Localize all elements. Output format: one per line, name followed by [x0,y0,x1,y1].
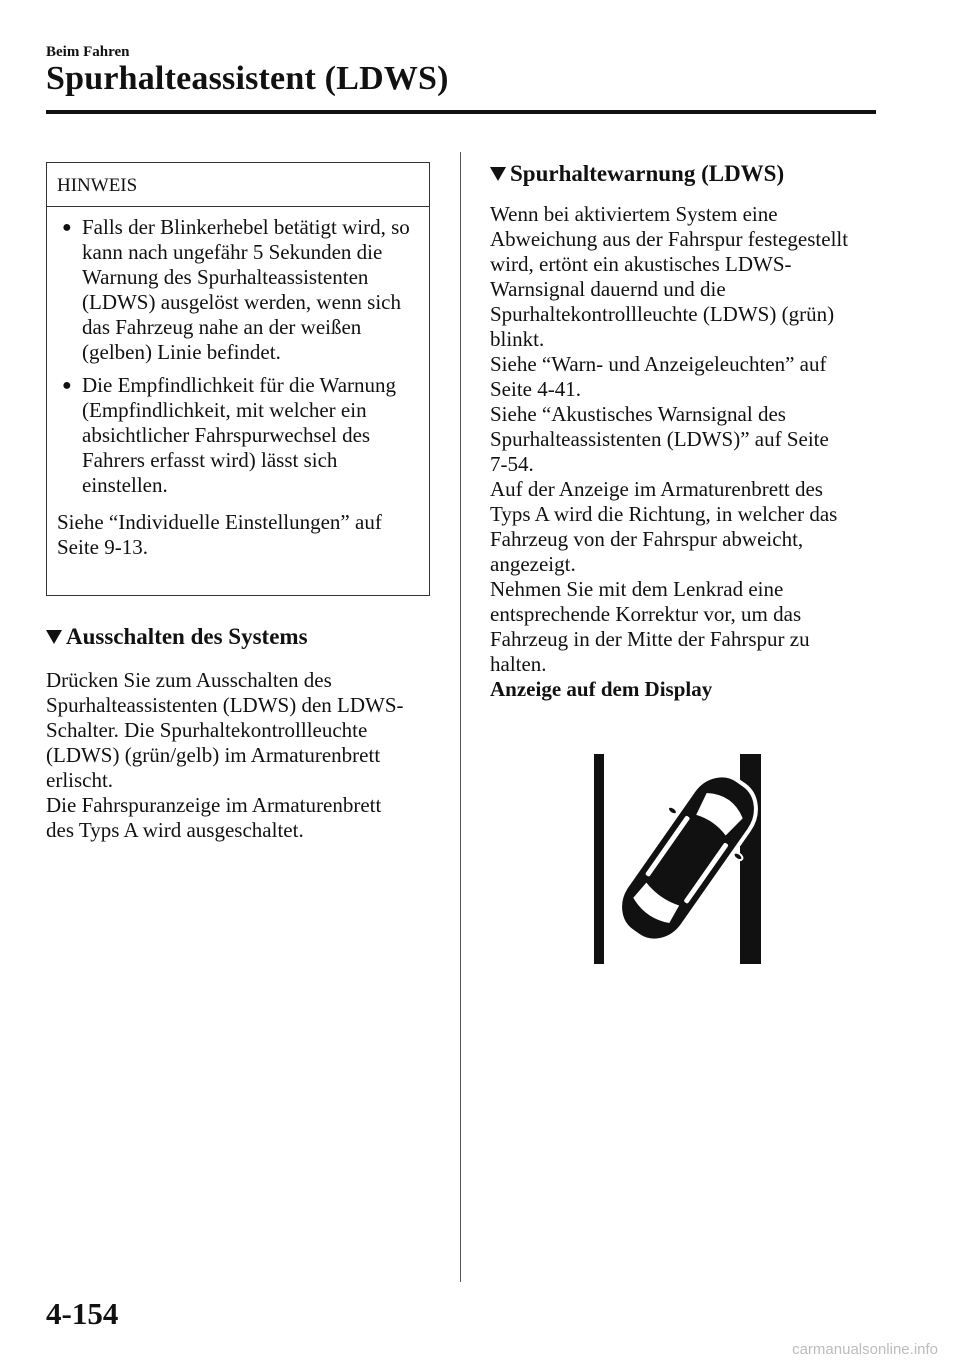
text-line: Fahrzeug in der Mitte der Fahrspur zu [490,627,810,651]
note-item [47,215,429,365]
text-line: erlischt. [46,768,114,792]
column-divider [460,152,461,1282]
text-line: Fahrzeug von der Fahrspur abweicht, [490,527,804,551]
bullet-icon: ● [62,377,72,394]
note-heading: HINWEIS [47,163,429,207]
triangle-down-icon [46,630,62,644]
text-line: Spurhalteassistenten (LDWS)” auf Seite [490,427,829,451]
section-label: Beim Fahren [46,44,130,60]
section-heading-switch-off [46,624,308,650]
text-line: Drücken Sie zum Ausschalten des [46,668,332,692]
text-line: Nehmen Sie mit dem Lenkrad eine [490,577,784,601]
text-line: halten. [490,652,547,676]
text-line: 7-54. [490,452,534,476]
text-line: Siehe “Warn- und Anzeigeleuchten” auf [490,352,827,376]
text-line: (LDWS) (grün/gelb) im Armaturenbrett [46,743,381,767]
text-line: Auf der Anzeige im Armaturenbrett des [490,477,823,501]
text-line: Siehe “Akustisches Warnsignal des [490,402,786,426]
text-line: Schalter. Die Spurhaltekontrollleuchte [46,718,368,742]
title-rule [46,110,876,114]
text-line: Spurhaltekontrollleuchte (LDWS) (grün) [490,302,835,326]
text-line: Wenn bei aktiviertem System eine [490,202,778,226]
section-heading-text: Spurhaltewarnung (LDWS) [510,161,785,186]
text-line: blinkt. [490,327,545,351]
text-line: Spurhalteassistenten (LDWS) den LDWS- [46,693,404,717]
lane-warning-text [490,202,890,702]
switch-off-text [46,668,446,843]
triangle-down-icon [490,167,506,181]
note-item [47,373,429,498]
page-number: 4-154 [46,1296,119,1331]
text-line: Die Fahrspuranzeige im Armaturenbrett [46,793,382,817]
watermark: carmanualsonline.info [792,1341,938,1358]
note-reference: Siehe “Individuelle Einstellungen” auf Seite 9-13. [57,510,382,559]
text-line: angezeigt. [490,552,576,576]
text-line: entsprechende Korrektur vor, um das [490,602,802,626]
note-item-text: Falls der Blinkerhebel betätigt wird, so kann nach ungefähr 5 Sekunden die Warnung des Spurhalteassistenten (LDWS) ausgelöst werden, wenn sich das Fahrzeug nahe an der weißen (gelben) Linie befindet. [82,215,410,364]
page-title: Spurhalteassistent (LDWS) [46,60,449,97]
lane-departure-car-icon [588,748,770,966]
lane-line-left [594,754,604,964]
text-line: Warnsignal dauernd und die [490,277,726,301]
section-heading-text: Ausschalten des Systems [66,624,308,649]
note-box [46,162,430,596]
note-list [47,215,429,498]
section-heading-lane-warning [490,161,784,187]
text-line: Abweichung aus der Fahrspur festegestellt [490,227,849,251]
note-item-text: Die Empfindlichkeit für die Warnung (Empfindlichkeit, mit welcher ein absichtlicher Fahrspurwechsel des Fahrers erfasst wird) lässt sich einstellen. [82,373,397,497]
text-line: des Typs A wird ausgeschaltet. [46,818,304,842]
display-label: Anzeige auf dem Display [490,677,713,701]
bullet-icon: ● [62,219,72,236]
text-line: Seite 4-41. [490,377,581,401]
text-line: wird, ertönt ein akustisches LDWS- [490,252,792,276]
text-line: Typs A wird die Richtung, in welcher das [490,502,838,526]
